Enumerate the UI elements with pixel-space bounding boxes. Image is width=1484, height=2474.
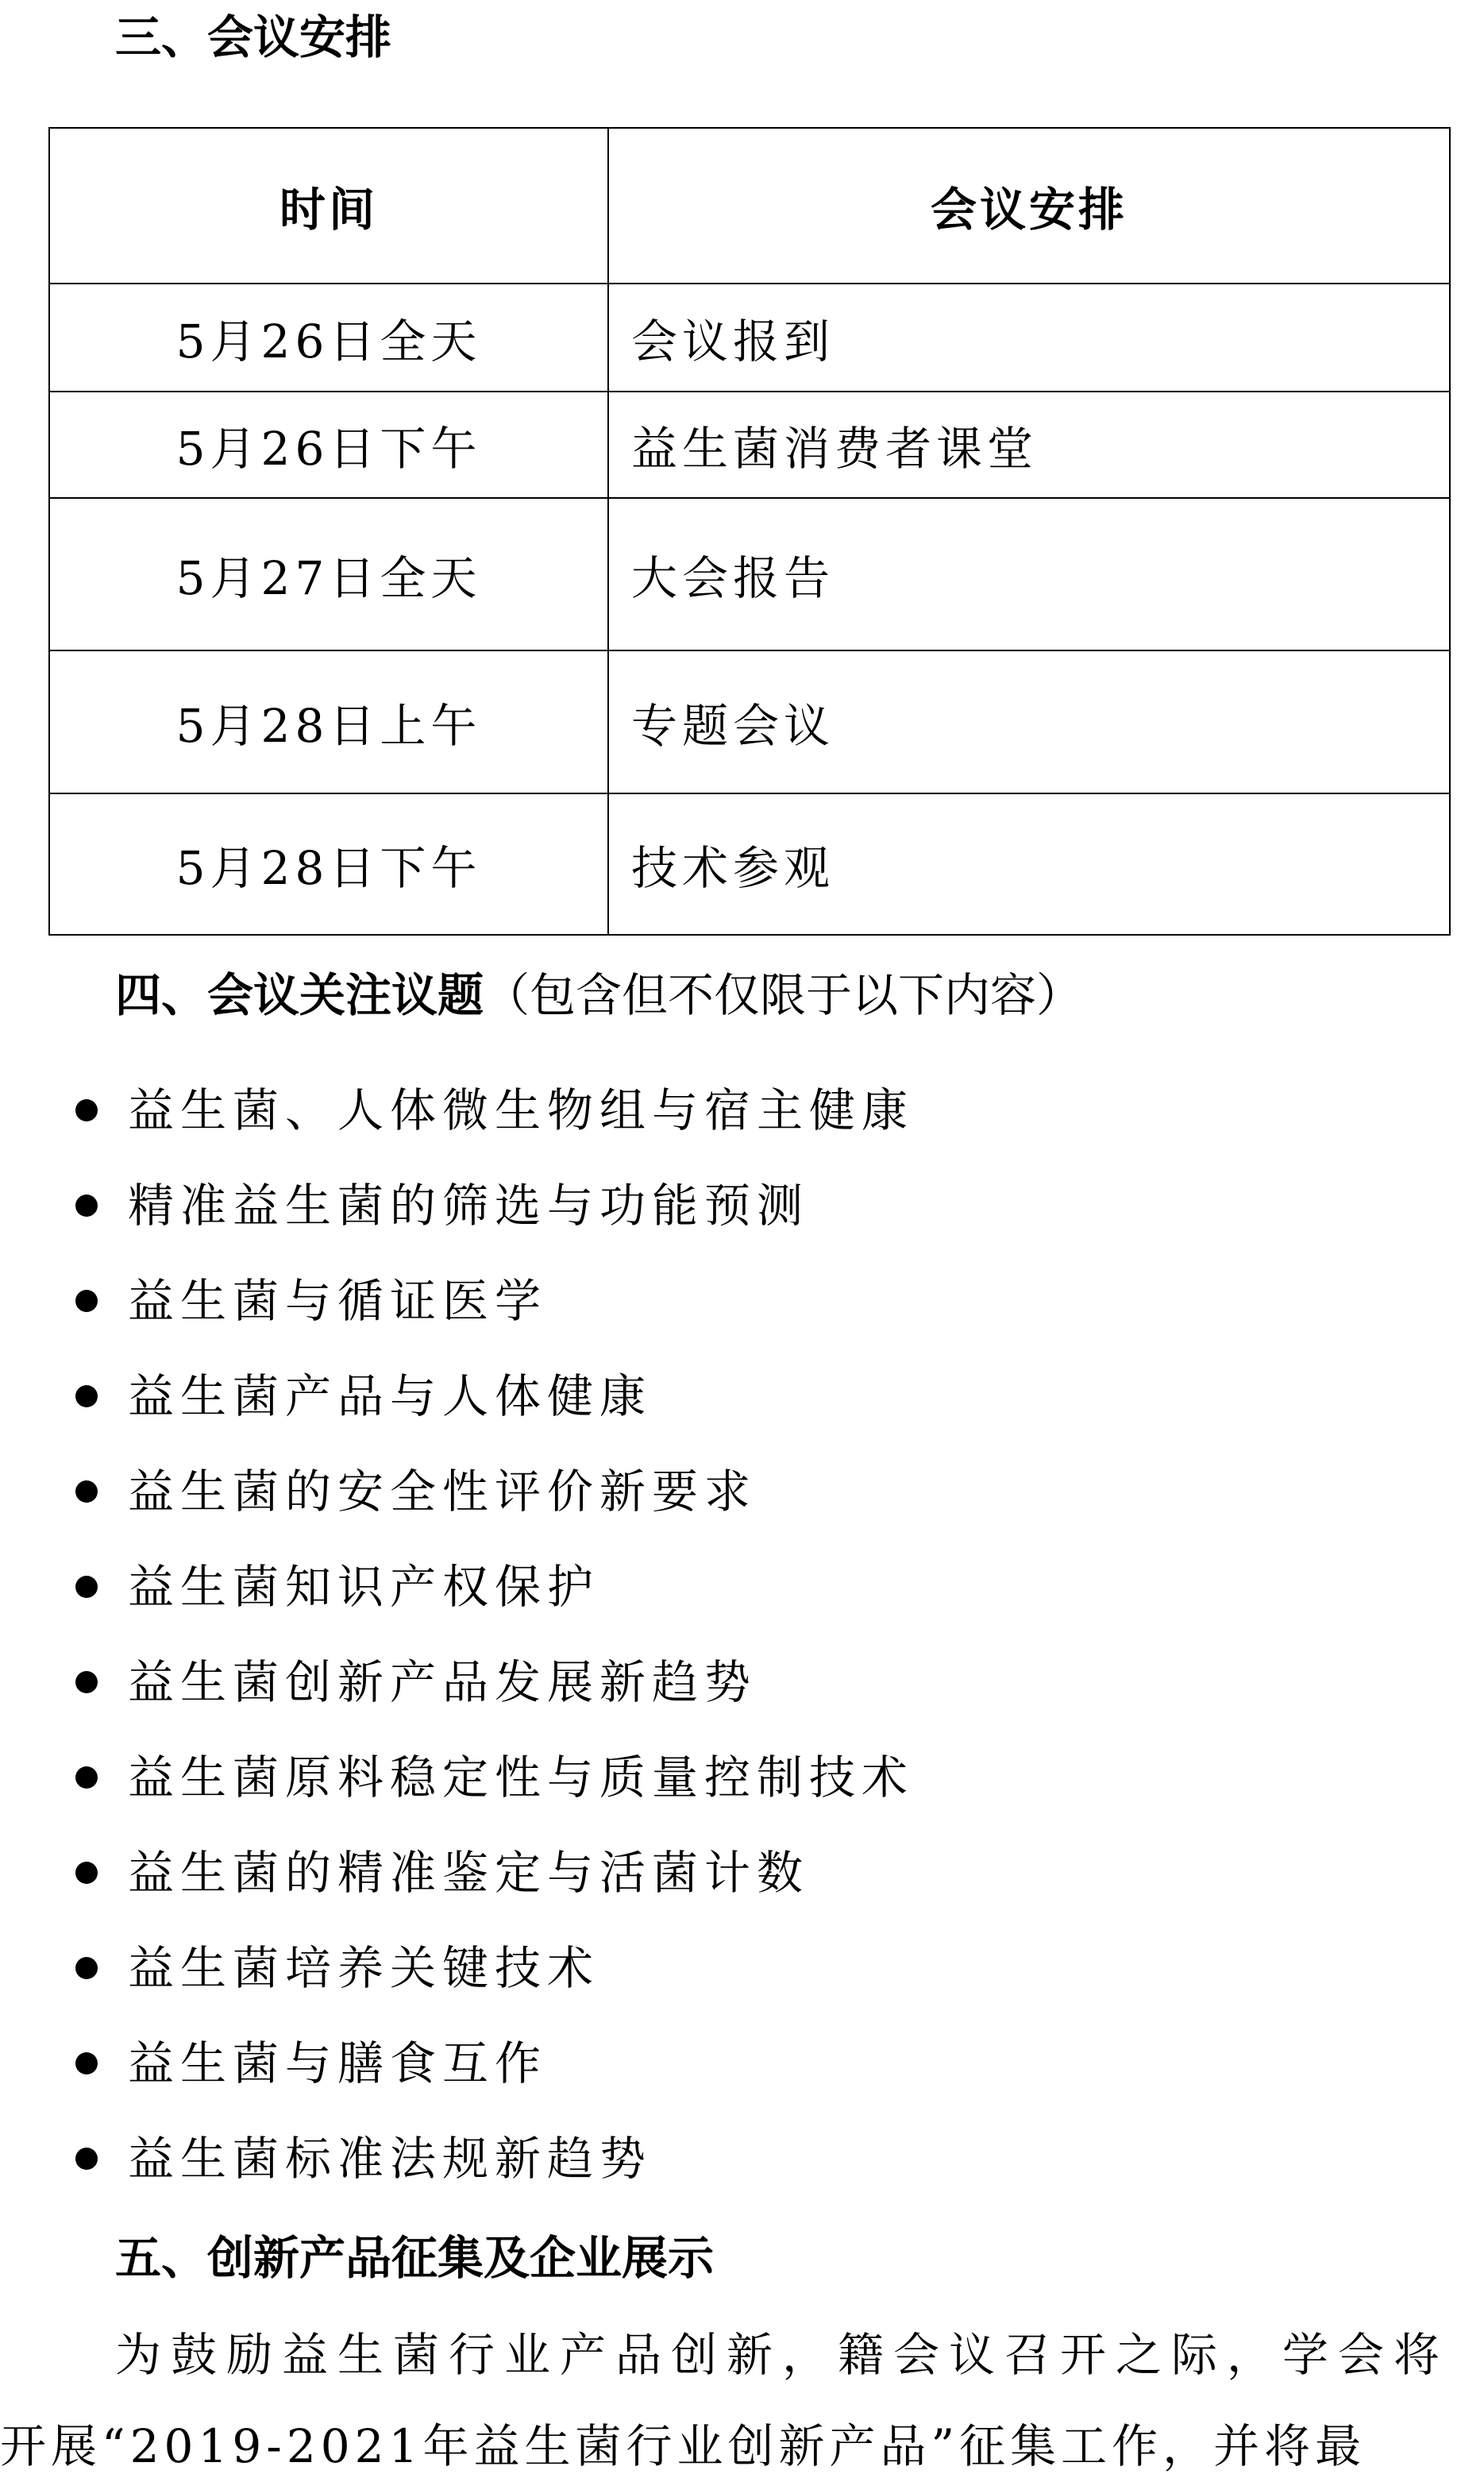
list-item: 精准益生菌的筛选与功能预测 [75, 1158, 914, 1253]
table-row [49, 793, 1450, 935]
schedule-table [48, 127, 1451, 936]
list-item: 益生菌与循证医学 [75, 1253, 914, 1349]
bullet-dot-icon [75, 2148, 98, 2170]
row-agenda: 大会报告 [608, 498, 1450, 650]
row-time: 5月26日下午 [49, 392, 608, 498]
bullet-dot-icon [75, 1671, 98, 1693]
table-row [49, 284, 1450, 392]
paragraph-line-1: 为鼓励益生菌行业产品创新，籍会议召开之际，学会将 [115, 2328, 1450, 2382]
row-agenda: 益生菌消费者课堂 [608, 392, 1450, 498]
table-header-row [49, 128, 1450, 284]
bullet-dot-icon [75, 2052, 98, 2075]
bullet-dot-icon [75, 1195, 98, 1217]
section-4-title: 四、会议关注议题 [115, 968, 484, 1022]
row-agenda: 会议报到 [608, 284, 1450, 392]
bullet-dot-icon [75, 1099, 98, 1121]
row-time: 5月28日上午 [49, 650, 608, 793]
list-item: 益生菌标准法规新趋势 [75, 2111, 914, 2206]
bullet-dot-icon [75, 1480, 98, 1503]
bullet-dot-icon [75, 1862, 98, 1884]
section-3-heading: 三、会议安排 [115, 10, 392, 64]
topic-list [75, 1063, 914, 2206]
list-item: 益生菌与膳食互作 [75, 2016, 914, 2111]
header-time: 时间 [49, 128, 608, 284]
row-agenda: 专题会议 [608, 650, 1450, 793]
bullet-dot-icon [75, 1290, 98, 1312]
table-row [49, 498, 1450, 650]
header-agenda: 会议安排 [608, 128, 1450, 284]
row-time: 5月28日下午 [49, 793, 608, 935]
list-item: 益生菌的安全性评价新要求 [75, 1444, 914, 1539]
row-agenda: 技术参观 [608, 793, 1450, 935]
list-item: 益生菌培养关键技术 [75, 1920, 914, 2016]
paragraph-line-2: 开展“2019-2021年益生菌行业创新产品”征集工作，并将最 [0, 2419, 1366, 2473]
bullet-dot-icon [75, 1957, 98, 1979]
row-time: 5月26日全天 [49, 284, 608, 392]
section-4-note: （包含但不仅限于以下内容） [484, 968, 1083, 1022]
list-item: 益生菌创新产品发展新趋势 [75, 1635, 914, 1730]
table-row [49, 392, 1450, 498]
bullet-dot-icon [75, 1576, 98, 1598]
list-item: 益生菌的精准鉴定与活菌计数 [75, 1825, 914, 1920]
section-5-heading: 五、创新产品征集及企业展示 [115, 2231, 715, 2285]
bullet-dot-icon [75, 1766, 98, 1789]
list-item: 益生菌原料稳定性与质量控制技术 [75, 1730, 914, 1825]
list-item: 益生菌、人体微生物组与宿主健康 [75, 1063, 914, 1158]
list-item: 益生菌知识产权保护 [75, 1539, 914, 1635]
list-item: 益生菌产品与人体健康 [75, 1349, 914, 1444]
bullet-dot-icon [75, 1385, 98, 1407]
table-row [49, 650, 1450, 793]
section-4-heading [115, 967, 1082, 1023]
row-time: 5月27日全天 [49, 498, 608, 650]
